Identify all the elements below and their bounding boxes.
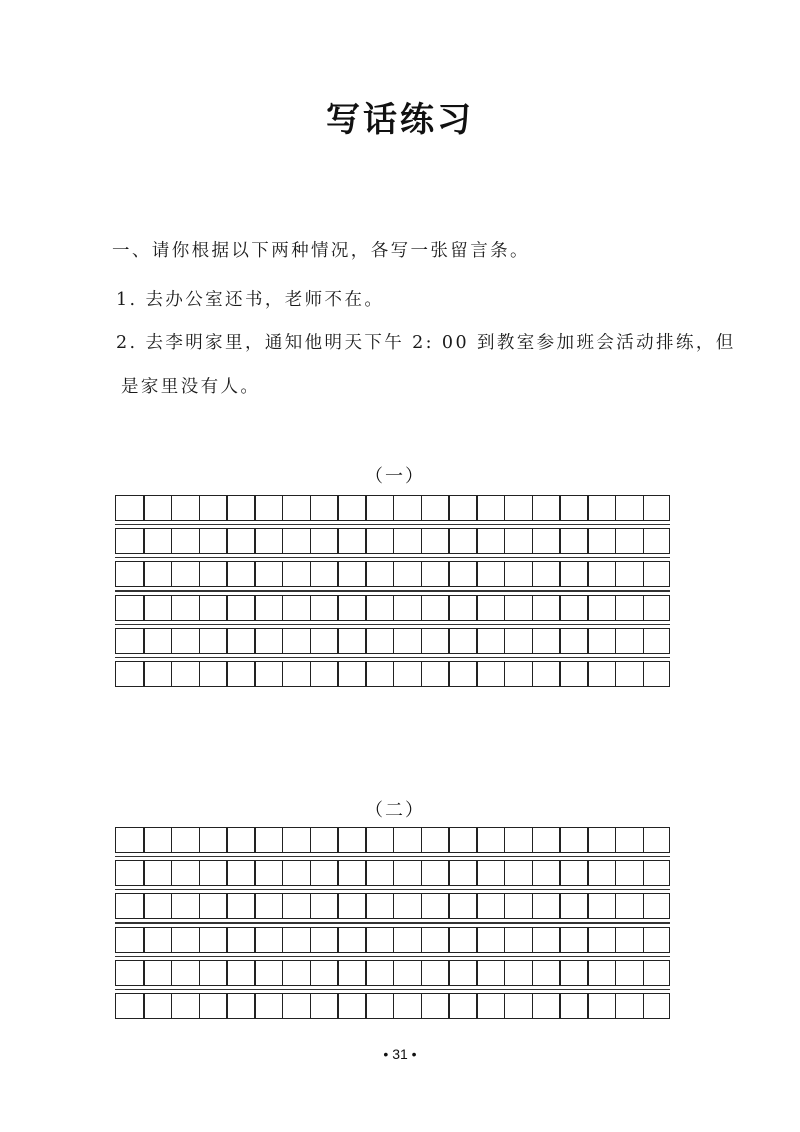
- grid-cell-divider: [143, 861, 145, 885]
- grid-row: [115, 561, 670, 587]
- grid-cell-divider: [171, 828, 173, 852]
- grid-cell-divider: [365, 562, 367, 586]
- grid-cell-divider: [421, 894, 423, 918]
- grid-cell-divider: [448, 894, 450, 918]
- grid-cell-divider: [476, 928, 478, 952]
- grid-cell-divider: [476, 961, 478, 985]
- grid-cell-divider: [254, 562, 256, 586]
- grid-gap-line: [115, 989, 670, 990]
- grid-row: [115, 860, 670, 886]
- grid-cell-divider: [587, 961, 589, 985]
- grid-cell-divider: [254, 496, 256, 520]
- grid-cell-divider: [421, 961, 423, 985]
- grid-gap-line: [115, 624, 670, 625]
- task-item-2-continued: 是家里没有人。: [121, 377, 261, 397]
- grid-cell-divider: [282, 496, 284, 520]
- grid-row: [115, 628, 670, 654]
- grid-cell-divider: [143, 961, 145, 985]
- grid-cell-divider: [310, 861, 312, 885]
- grid-cell-divider: [199, 596, 201, 620]
- grid-cell-divider: [559, 928, 561, 952]
- grid-cell-divider: [393, 629, 395, 653]
- grid-cell-divider: [559, 894, 561, 918]
- grid-cell-divider: [282, 662, 284, 686]
- grid-cell-divider: [282, 994, 284, 1018]
- grid-cell-divider: [587, 894, 589, 918]
- page-number: • 31 •: [383, 1046, 417, 1062]
- grid-cell-divider: [254, 629, 256, 653]
- grid-cell-divider: [365, 994, 367, 1018]
- grid-cell-divider: [393, 994, 395, 1018]
- grid-cell-divider: [615, 828, 617, 852]
- grid-cell-divider: [504, 928, 506, 952]
- grid-cell-divider: [365, 629, 367, 653]
- grid-row: [115, 528, 670, 554]
- grid-cell-divider: [476, 994, 478, 1018]
- grid-cell-divider: [615, 961, 617, 985]
- grid-cell-divider: [643, 994, 645, 1018]
- grid-cell-divider: [337, 596, 339, 620]
- grid-cell-divider: [559, 596, 561, 620]
- grid-cell-divider: [421, 928, 423, 952]
- grid-gap-line: [115, 922, 670, 923]
- grid-row: [115, 595, 670, 621]
- grid-cell-divider: [199, 928, 201, 952]
- grid-cell-divider: [310, 596, 312, 620]
- grid-cell-divider: [448, 496, 450, 520]
- grid-cell-divider: [393, 894, 395, 918]
- grid-cell-divider: [504, 529, 506, 553]
- grid-cell-divider: [643, 596, 645, 620]
- grid-cell-divider: [643, 562, 645, 586]
- grid-cell-divider: [476, 828, 478, 852]
- grid-gap-line: [115, 657, 670, 658]
- grid-cell-divider: [254, 662, 256, 686]
- grid-cell-divider: [643, 529, 645, 553]
- grid-cell-divider: [365, 596, 367, 620]
- grid-cell-divider: [143, 928, 145, 952]
- grid-cell-divider: [365, 828, 367, 852]
- grid-cell-divider: [365, 894, 367, 918]
- grid-gap-line: [115, 590, 670, 591]
- grid-cell-divider: [199, 562, 201, 586]
- grid-gap-line: [115, 856, 670, 857]
- grid-cell-divider: [337, 894, 339, 918]
- grid-cell-divider: [171, 496, 173, 520]
- grid-cell-divider: [643, 961, 645, 985]
- grid-cell-divider: [199, 894, 201, 918]
- grid-cell-divider: [199, 861, 201, 885]
- grid-cell-divider: [615, 629, 617, 653]
- grid-cell-divider: [171, 562, 173, 586]
- writing-grid-1[interactable]: [115, 495, 670, 693]
- grid-cell-divider: [282, 828, 284, 852]
- grid-cell-divider: [532, 529, 534, 553]
- grid-cell-divider: [476, 629, 478, 653]
- grid-cell-divider: [393, 828, 395, 852]
- grid-cell-divider: [559, 529, 561, 553]
- grid-cell-divider: [393, 496, 395, 520]
- grid-cell-divider: [421, 529, 423, 553]
- grid-cell-divider: [143, 629, 145, 653]
- grid-cell-divider: [476, 662, 478, 686]
- grid-cell-divider: [615, 894, 617, 918]
- grid-cell-divider: [615, 529, 617, 553]
- grid-cell-divider: [532, 662, 534, 686]
- grid-cell-divider: [393, 662, 395, 686]
- page-title: 写话练习: [326, 100, 474, 140]
- grid-cell-divider: [310, 928, 312, 952]
- grid-cell-divider: [254, 828, 256, 852]
- grid-cell-divider: [282, 961, 284, 985]
- grid-cell-divider: [310, 496, 312, 520]
- grid-cell-divider: [615, 861, 617, 885]
- grid-cell-divider: [365, 496, 367, 520]
- grid-cell-divider: [615, 928, 617, 952]
- grid-cell-divider: [282, 562, 284, 586]
- grid-cell-divider: [448, 861, 450, 885]
- grid-row: [115, 495, 670, 521]
- grid-gap-line: [115, 889, 670, 890]
- grid-cell-divider: [365, 961, 367, 985]
- grid-cell-divider: [171, 529, 173, 553]
- grid-cell-divider: [643, 496, 645, 520]
- grid-cell-divider: [448, 961, 450, 985]
- grid-cell-divider: [643, 828, 645, 852]
- grid-cell-divider: [393, 529, 395, 553]
- grid-cell-divider: [643, 928, 645, 952]
- grid-cell-divider: [448, 928, 450, 952]
- grid-cell-divider: [282, 928, 284, 952]
- grid-cell-divider: [310, 994, 312, 1018]
- grid-cell-divider: [504, 828, 506, 852]
- grid-cell-divider: [476, 596, 478, 620]
- grid-row: [115, 927, 670, 953]
- grid-cell-divider: [587, 496, 589, 520]
- grid-cell-divider: [587, 828, 589, 852]
- grid-cell-divider: [393, 596, 395, 620]
- grid-cell-divider: [476, 894, 478, 918]
- grid-cell-divider: [448, 629, 450, 653]
- grid-gap-line: [115, 557, 670, 558]
- grid-cell-divider: [559, 562, 561, 586]
- grid-cell-divider: [504, 562, 506, 586]
- grid-gap-line: [115, 524, 670, 525]
- grid-cell-divider: [337, 529, 339, 553]
- grid-cell-divider: [310, 961, 312, 985]
- grid-cell-divider: [254, 894, 256, 918]
- grid-cell-divider: [143, 496, 145, 520]
- grid-cell-divider: [532, 861, 534, 885]
- grid-cell-divider: [587, 994, 589, 1018]
- grid-cell-divider: [365, 662, 367, 686]
- grid-cell-divider: [559, 828, 561, 852]
- grid-cell-divider: [199, 629, 201, 653]
- grid-cell-divider: [337, 861, 339, 885]
- grid-cell-divider: [171, 596, 173, 620]
- grid-cell-divider: [587, 596, 589, 620]
- grid-cell-divider: [226, 894, 228, 918]
- grid-cell-divider: [199, 662, 201, 686]
- grid-row: [115, 661, 670, 687]
- grid-cell-divider: [226, 496, 228, 520]
- grid-cell-divider: [643, 861, 645, 885]
- section-label-2: （二）: [365, 800, 425, 821]
- grid-cell-divider: [559, 861, 561, 885]
- grid-cell-divider: [448, 529, 450, 553]
- grid-cell-divider: [615, 662, 617, 686]
- grid-cell-divider: [476, 529, 478, 553]
- grid-cell-divider: [171, 928, 173, 952]
- grid-row: [115, 960, 670, 986]
- grid-cell-divider: [476, 861, 478, 885]
- grid-cell-divider: [532, 828, 534, 852]
- grid-cell-divider: [393, 861, 395, 885]
- grid-cell-divider: [282, 861, 284, 885]
- grid-cell-divider: [226, 562, 228, 586]
- grid-cell-divider: [393, 928, 395, 952]
- grid-cell-divider: [337, 662, 339, 686]
- grid-cell-divider: [226, 596, 228, 620]
- grid-cell-divider: [310, 629, 312, 653]
- grid-cell-divider: [448, 828, 450, 852]
- grid-cell-divider: [365, 861, 367, 885]
- grid-cell-divider: [532, 596, 534, 620]
- grid-cell-divider: [504, 496, 506, 520]
- grid-cell-divider: [532, 629, 534, 653]
- grid-cell-divider: [282, 894, 284, 918]
- instruction-text: 一、请你根据以下两种情况，各写一张留言条。: [112, 241, 530, 261]
- grid-cell-divider: [282, 529, 284, 553]
- grid-cell-divider: [254, 861, 256, 885]
- grid-cell-divider: [282, 596, 284, 620]
- grid-cell-divider: [504, 994, 506, 1018]
- grid-cell-divider: [226, 529, 228, 553]
- grid-cell-divider: [171, 662, 173, 686]
- grid-cell-divider: [365, 928, 367, 952]
- grid-cell-divider: [365, 529, 367, 553]
- grid-cell-divider: [587, 629, 589, 653]
- grid-cell-divider: [587, 928, 589, 952]
- grid-cell-divider: [421, 496, 423, 520]
- grid-cell-divider: [226, 861, 228, 885]
- task-item-1: 1. 去办公室还书，老师不在。: [116, 290, 385, 310]
- grid-cell-divider: [143, 662, 145, 686]
- grid-cell-divider: [337, 994, 339, 1018]
- grid-cell-divider: [421, 629, 423, 653]
- grid-cell-divider: [615, 562, 617, 586]
- grid-cell-divider: [643, 894, 645, 918]
- grid-cell-divider: [421, 596, 423, 620]
- grid-cell-divider: [643, 662, 645, 686]
- grid-cell-divider: [532, 961, 534, 985]
- grid-cell-divider: [615, 596, 617, 620]
- grid-cell-divider: [393, 961, 395, 985]
- grid-cell-divider: [559, 662, 561, 686]
- grid-cell-divider: [532, 894, 534, 918]
- grid-cell-divider: [254, 994, 256, 1018]
- grid-row: [115, 993, 670, 1019]
- grid-cell-divider: [171, 994, 173, 1018]
- grid-cell-divider: [337, 629, 339, 653]
- grid-cell-divider: [171, 861, 173, 885]
- grid-cell-divider: [143, 994, 145, 1018]
- grid-cell-divider: [337, 928, 339, 952]
- grid-cell-divider: [143, 529, 145, 553]
- grid-cell-divider: [476, 562, 478, 586]
- grid-cell-divider: [532, 928, 534, 952]
- grid-cell-divider: [226, 662, 228, 686]
- grid-row: [115, 893, 670, 919]
- section-label-1: （一）: [365, 466, 425, 487]
- grid-cell-divider: [337, 496, 339, 520]
- grid-cell-divider: [448, 596, 450, 620]
- grid-cell-divider: [199, 994, 201, 1018]
- grid-cell-divider: [226, 629, 228, 653]
- grid-cell-divider: [421, 994, 423, 1018]
- grid-cell-divider: [559, 961, 561, 985]
- grid-cell-divider: [587, 562, 589, 586]
- grid-cell-divider: [254, 928, 256, 952]
- grid-cell-divider: [643, 629, 645, 653]
- grid-cell-divider: [226, 828, 228, 852]
- grid-cell-divider: [448, 994, 450, 1018]
- grid-cell-divider: [587, 861, 589, 885]
- grid-cell-divider: [504, 894, 506, 918]
- grid-cell-divider: [199, 529, 201, 553]
- grid-cell-divider: [226, 961, 228, 985]
- grid-cell-divider: [421, 562, 423, 586]
- grid-cell-divider: [559, 496, 561, 520]
- grid-cell-divider: [143, 894, 145, 918]
- grid-cell-divider: [199, 961, 201, 985]
- grid-cell-divider: [310, 529, 312, 553]
- grid-cell-divider: [337, 562, 339, 586]
- grid-cell-divider: [310, 894, 312, 918]
- grid-cell-divider: [448, 562, 450, 586]
- grid-cell-divider: [476, 496, 478, 520]
- grid-cell-divider: [310, 828, 312, 852]
- grid-cell-divider: [587, 529, 589, 553]
- grid-cell-divider: [504, 629, 506, 653]
- grid-cell-divider: [532, 994, 534, 1018]
- writing-grid-2[interactable]: [115, 827, 670, 1025]
- grid-cell-divider: [282, 629, 284, 653]
- grid-row: [115, 827, 670, 853]
- grid-cell-divider: [226, 928, 228, 952]
- grid-cell-divider: [143, 828, 145, 852]
- grid-cell-divider: [421, 828, 423, 852]
- grid-cell-divider: [143, 562, 145, 586]
- grid-cell-divider: [421, 662, 423, 686]
- grid-cell-divider: [310, 562, 312, 586]
- task-item-2: 2. 去李明家里，通知他明天下午 2: 00 到教室参加班会活动排练，但: [116, 333, 736, 353]
- grid-cell-divider: [171, 894, 173, 918]
- grid-cell-divider: [254, 596, 256, 620]
- grid-cell-divider: [171, 961, 173, 985]
- grid-cell-divider: [143, 596, 145, 620]
- grid-cell-divider: [421, 861, 423, 885]
- grid-cell-divider: [310, 662, 312, 686]
- grid-cell-divider: [199, 496, 201, 520]
- grid-cell-divider: [615, 496, 617, 520]
- grid-cell-divider: [587, 662, 589, 686]
- grid-cell-divider: [337, 828, 339, 852]
- grid-cell-divider: [254, 961, 256, 985]
- grid-cell-divider: [559, 994, 561, 1018]
- grid-gap-line: [115, 956, 670, 957]
- grid-cell-divider: [226, 994, 228, 1018]
- grid-cell-divider: [199, 828, 201, 852]
- grid-cell-divider: [393, 562, 395, 586]
- grid-cell-divider: [448, 662, 450, 686]
- grid-cell-divider: [615, 994, 617, 1018]
- grid-cell-divider: [171, 629, 173, 653]
- grid-cell-divider: [254, 529, 256, 553]
- grid-cell-divider: [504, 662, 506, 686]
- grid-cell-divider: [337, 961, 339, 985]
- grid-cell-divider: [504, 861, 506, 885]
- grid-cell-divider: [532, 496, 534, 520]
- grid-cell-divider: [504, 961, 506, 985]
- grid-cell-divider: [504, 596, 506, 620]
- grid-cell-divider: [532, 562, 534, 586]
- grid-cell-divider: [559, 629, 561, 653]
